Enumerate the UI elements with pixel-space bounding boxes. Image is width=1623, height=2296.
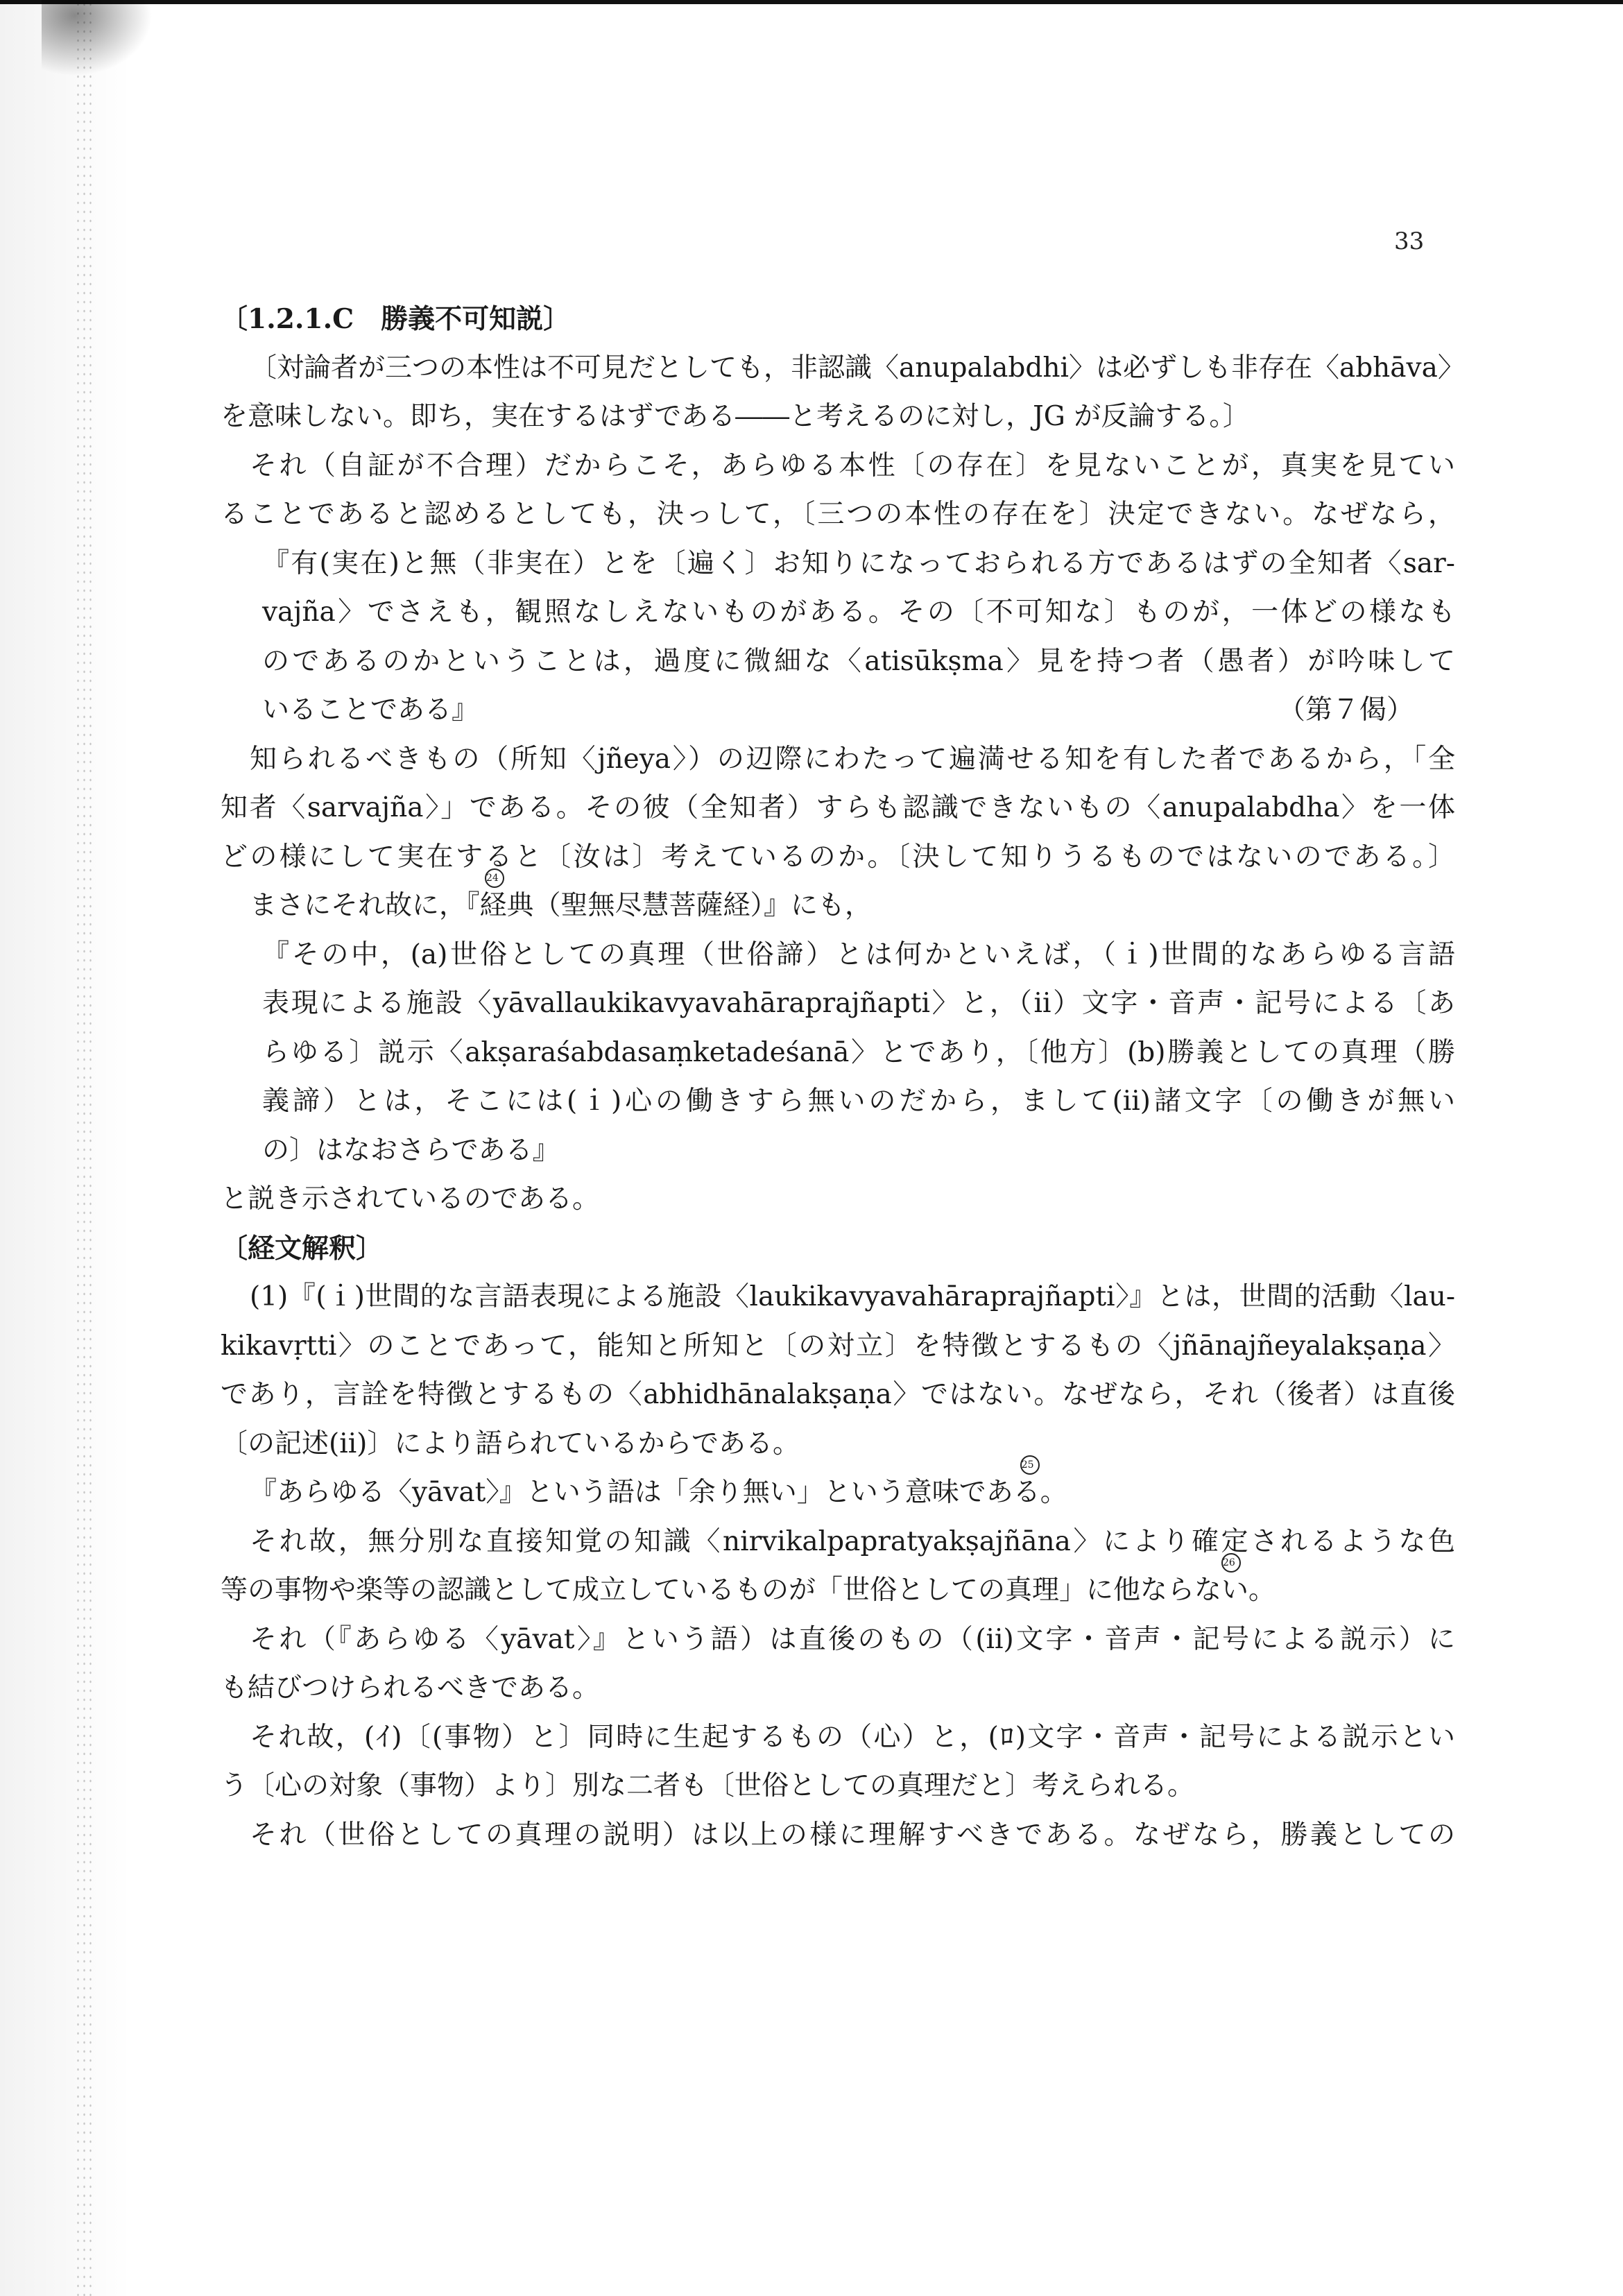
scan-binding-speckle [75,0,96,2296]
paragraph-line: どの様にして実在すると〔汝は〕考えているのか。〔決して知りうるものではないのである。〕 [221,841,1455,873]
verse-text: いることである』 [262,694,479,726]
paragraph-line: も結びつけられるべきである。 [221,1672,600,1704]
yavat-text: 『あらゆる〈yāvat〉』という語は「余り無い」という意味である。 [250,1477,1067,1508]
verse-line-final [221,686,1455,735]
section-heading: 〔1.2.1.C 勝義不可知説〕 [221,303,571,335]
verse-line: のであるのかということは，過度に微細な〈atisūkṣma〉見を持つ者（愚者）が吟味して [262,645,1455,677]
sutra-intro-text: まさにそれ故に，『経典（聖無尽慧菩薩経）』にも， [250,890,873,921]
verse-reference: （第７偈） [1278,694,1414,726]
footnote-marker-24: 24 [485,868,504,888]
footnote-marker-25: 25 [1020,1455,1040,1475]
verse-line: 『有(実在)と無（非実在）とを〔遍く〕お知りになっておられる方であるはずの全知者〈sar- [262,547,1455,579]
paragraph-line: それ（『あらゆる〈yāvat〉』という語）は直後のもの（(ii)文字・音声・記号による説示）に [250,1623,1455,1655]
paragraph-line: それ（世俗としての真理の説明）は以上の様に理解すべきである。なぜなら，勝義としての [250,1819,1455,1851]
paragraph-line: う〔心の対象（事物）より〕別な二者も〔世俗としての真理だと〕考えられる。 [221,1770,1195,1801]
paragraph-line: ることであると認めるとしても，決っして，〔三つの本性の存在を〕決定できない。なぜなら， [221,499,1455,530]
page-body [221,295,1465,1860]
sutra-line: 義諦）とは，そこには(ｉ)心の働きすら無いのだから，まして(ii)諸文字〔の働きが無い [262,1086,1455,1117]
scan-binding-shadow [0,0,132,2296]
intro-line: を意味しない。即ち，実在するはずである――と考えるのに対し，JG が反論する。〕 [221,401,1250,432]
exegesis-line: 〔の記述(ii)〕により語られているからである。 [221,1428,800,1459]
paragraph-line: それ故，無分別な直接知覚の知識〈nirvikalpapratyakṣajñāna〉により確定されるような色 [250,1525,1455,1557]
sutra-line: 表現による施設〈yāvallaukikavyavahāraprajñapti〉と，（ii）文字・音声・記号による〔あ [262,988,1455,1019]
page-number: 33 [1394,228,1425,255]
scan-top-border [0,0,1623,4]
sutra-line: らゆる〕説示〈akṣaraśabdasaṃketadeśanā〉とであり，〔他方〕(b)勝義としての真理（勝 [262,1036,1455,1068]
verse-line: vajña〉でさえも，観照なしえないものがある。その〔不可知な〕ものが，一体どの様なも [262,597,1455,628]
sutra-line: の〕はなおさらである』 [262,1134,560,1166]
exegesis-heading: 〔経文解釈〕 [221,1232,384,1265]
exegesis-line: であり，言詮を特徴とするもの〈abhidhānalakṣaṇa〉ではない。なぜなら，それ（後者）は直後 [221,1379,1455,1410]
paragraph-text: 等の事物や楽等の認識として成立しているものが「世俗としての真理」に他ならない。 [221,1575,1276,1606]
exegesis-line: kikavṛtti〉のことであって，能知と所知と〔の対立〕を特徴とするもの〈jñānajñeyalakṣaṇa〉 [221,1330,1455,1362]
yavat-line [221,1459,1455,1518]
paragraph-line: 知られるべきもの（所知〈jñeya〉）の辺際にわたって遍満せる知を有した者であるから，「全 [250,743,1455,775]
paragraph-line: と説き示されているのである。 [221,1183,600,1215]
paragraph-line: 知者〈sarvajña〉」である。その彼（全知者）すらも認識できないもの〈anupalabdha〉を一体 [221,792,1455,823]
scan-corner-smudge [42,0,153,76]
sutra-intro-line [221,873,1455,931]
paragraph-line-with-note [221,1557,1455,1616]
paragraph-line: それ故，(ｲ)〔(事物）と〕同時に生起するもの（心）と，(ﾛ)文字・音声・記号による説示とい [250,1721,1455,1753]
sutra-line: 『その中，(a)世俗としての真理（世俗諦）とは何かといえば，（ｉ)世間的なあらゆる言語 [262,939,1455,970]
footnote-marker-26: 26 [1221,1553,1241,1573]
exegesis-line: (1)『(ｉ)世間的な言語表現による施設〈laukikavyavahāraprajñapti〉』とは，世間的活動〈lau- [250,1281,1455,1312]
paragraph-line: それ（自証が不合理）だからこそ，あらゆる本性〔の存在〕を見ないことが，真実を見てい [250,449,1455,481]
intro-line: 〔対論者が三つの本性は不可見だとしても，非認識〈anupalabdhi〉は必ずしも非存在〈abhāva〉 [250,352,1465,384]
